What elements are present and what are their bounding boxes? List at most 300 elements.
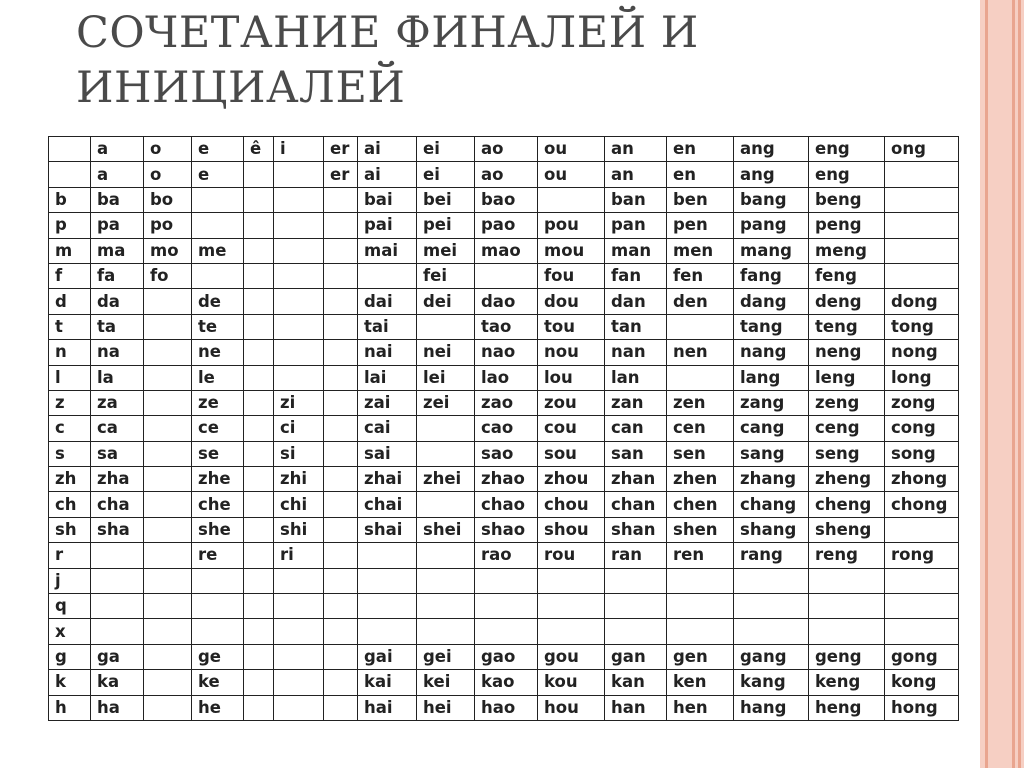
- syllable-cell: nang: [734, 340, 809, 365]
- final-header-cell: ou: [538, 137, 605, 162]
- syllable-cell: [144, 390, 192, 415]
- syllable-cell: zhan: [605, 467, 667, 492]
- syllable-cell: dong: [885, 289, 959, 314]
- syllable-cell: za: [91, 390, 144, 415]
- syllable-cell: gou: [538, 644, 605, 669]
- initial-cell: m: [49, 238, 91, 263]
- initial-cell: r: [49, 543, 91, 568]
- syllable-cell: tan: [605, 314, 667, 339]
- final-header-cell: ang: [734, 137, 809, 162]
- syllable-cell: zhei: [417, 467, 475, 492]
- syllable-cell: [538, 568, 605, 593]
- syllable-cell: beng: [809, 187, 885, 212]
- syllable-cell: hou: [538, 695, 605, 720]
- decorative-side-line: [1012, 0, 1015, 768]
- syllable-cell: cao: [475, 416, 538, 441]
- syllable-cell: gen: [667, 644, 734, 669]
- final-header-cell: an: [605, 137, 667, 162]
- syllable-cell: [324, 187, 358, 212]
- syllable-cell: [274, 695, 324, 720]
- syllable-cell: po: [144, 213, 192, 238]
- syllable-cell: zhang: [734, 467, 809, 492]
- syllable-cell: ran: [605, 543, 667, 568]
- syllable-cell: [244, 238, 274, 263]
- syllable-cell: ha: [91, 695, 144, 720]
- syllable-cell: gang: [734, 644, 809, 669]
- syllable-cell: [192, 187, 244, 212]
- syllable-cell: [144, 441, 192, 466]
- syllable-cell: [417, 314, 475, 339]
- initial-cell: ch: [49, 492, 91, 517]
- initial-row: [49, 492, 959, 517]
- syllable-cell: zou: [538, 390, 605, 415]
- syllable-cell: [475, 568, 538, 593]
- syllable-cell: bai: [358, 187, 417, 212]
- initial-cell: x: [49, 619, 91, 644]
- syllable-cell: hai: [358, 695, 417, 720]
- syllable-cell: [324, 543, 358, 568]
- syllable-cell: [144, 289, 192, 314]
- syllable-cell: meng: [809, 238, 885, 263]
- syllable-cell: ci: [274, 416, 324, 441]
- initial-cell: c: [49, 416, 91, 441]
- syllable-cell: heng: [809, 695, 885, 720]
- syllable-cell: shai: [358, 517, 417, 542]
- initial-row: [49, 340, 959, 365]
- syllable-cell: song: [885, 441, 959, 466]
- syllable-cell: na: [91, 340, 144, 365]
- syllable-cell: [244, 340, 274, 365]
- syllable-cell: zao: [475, 390, 538, 415]
- syllable-cell: [809, 594, 885, 619]
- syllable-cell: zhe: [192, 467, 244, 492]
- syllable-cell: [244, 492, 274, 517]
- syllable-cell: [274, 263, 324, 288]
- syllable-cell: ca: [91, 416, 144, 441]
- syllable-cell: [144, 594, 192, 619]
- final-header-cell: o: [144, 137, 192, 162]
- syllable-cell: fo: [144, 263, 192, 288]
- syllable-cell: [324, 568, 358, 593]
- syllable-cell: he: [192, 695, 244, 720]
- syllable-cell: [324, 467, 358, 492]
- syllable-cell: [885, 238, 959, 263]
- syllable-cell: [538, 594, 605, 619]
- syllable-cell: ken: [667, 670, 734, 695]
- syllable-cell: gai: [358, 644, 417, 669]
- syllable-cell: hen: [667, 695, 734, 720]
- initial-cell: j: [49, 568, 91, 593]
- syllable-cell: ga: [91, 644, 144, 669]
- final-header-cell: ong: [885, 137, 959, 162]
- syllable-cell: [144, 543, 192, 568]
- final-header-cell: eng: [809, 137, 885, 162]
- syllable-cell: dan: [605, 289, 667, 314]
- initial-row: [49, 619, 959, 644]
- syllable-cell: [667, 594, 734, 619]
- decorative-side-line: [985, 0, 988, 768]
- final-header-cell: a: [91, 137, 144, 162]
- final-header-cell: er: [324, 137, 358, 162]
- syllable-cell: [324, 594, 358, 619]
- syllable-cell: han: [605, 695, 667, 720]
- syllable-cell: [274, 238, 324, 263]
- syllable-cell: kong: [885, 670, 959, 695]
- syllable-cell: [417, 492, 475, 517]
- syllable-cell: pang: [734, 213, 809, 238]
- syllable-cell: zhong: [885, 467, 959, 492]
- syllable-cell: [244, 695, 274, 720]
- syllable-cell: [538, 619, 605, 644]
- initial-cell: t: [49, 314, 91, 339]
- syllable-cell: [885, 619, 959, 644]
- syllable-cell: [192, 263, 244, 288]
- syllable-cell: sang: [734, 441, 809, 466]
- syllable-cell: dang: [734, 289, 809, 314]
- syllable-cell: [734, 568, 809, 593]
- initial-row: [49, 416, 959, 441]
- syllable-cell: chang: [734, 492, 809, 517]
- syllable-cell: [91, 543, 144, 568]
- syllable-cell: [809, 619, 885, 644]
- syllable-cell: ka: [91, 670, 144, 695]
- syllable-cell: dai: [358, 289, 417, 314]
- syllable-cell: fang: [734, 263, 809, 288]
- syllable-cell: [417, 416, 475, 441]
- syllable-cell: zang: [734, 390, 809, 415]
- syllable-cell: [734, 594, 809, 619]
- syllable-cell: [244, 594, 274, 619]
- initial-row: [49, 695, 959, 720]
- syllable-cell: shi: [274, 517, 324, 542]
- syllable-cell: dei: [417, 289, 475, 314]
- syllable-cell: ren: [667, 543, 734, 568]
- initial-row: [49, 441, 959, 466]
- syllable-cell: nen: [667, 340, 734, 365]
- syllable-cell: te: [192, 314, 244, 339]
- syllable-cell: bo: [144, 187, 192, 212]
- syllable-cell: shao: [475, 517, 538, 542]
- syllable-cell: gei: [417, 644, 475, 669]
- syllable-cell: de: [192, 289, 244, 314]
- final-header-cell: e: [192, 137, 244, 162]
- syllable-cell: mao: [475, 238, 538, 263]
- syllable-cell: [734, 619, 809, 644]
- syllable-cell: zhao: [475, 467, 538, 492]
- final-header-cell: ei: [417, 137, 475, 162]
- syllable-cell: [358, 619, 417, 644]
- syllable-cell: da: [91, 289, 144, 314]
- syllable-cell: ke: [192, 670, 244, 695]
- standalone-finals-row: [49, 162, 959, 187]
- syllable-cell: [144, 644, 192, 669]
- slide-title: СОЧЕТАНИЕ ФИНАЛЕЙ И ИНИЦИАЛЕЙ: [76, 8, 699, 113]
- syllable-cell: zhai: [358, 467, 417, 492]
- syllable-cell: [244, 289, 274, 314]
- syllable-cell: [244, 670, 274, 695]
- syllable-cell: hong: [885, 695, 959, 720]
- syllable-cell: [885, 213, 959, 238]
- syllable-cell: zong: [885, 390, 959, 415]
- syllable-cell: cong: [885, 416, 959, 441]
- syllable-cell: [274, 340, 324, 365]
- syllable-cell: [809, 568, 885, 593]
- syllable-cell: pan: [605, 213, 667, 238]
- syllable-cell: zhou: [538, 467, 605, 492]
- syllable-cell: [91, 594, 144, 619]
- initial-row: [49, 543, 959, 568]
- syllable-cell: ceng: [809, 416, 885, 441]
- syllable-cell: [244, 187, 274, 212]
- syllable-cell: [475, 619, 538, 644]
- syllable-cell: chan: [605, 492, 667, 517]
- syllable-cell: ge: [192, 644, 244, 669]
- syllable-cell: sou: [538, 441, 605, 466]
- syllable-cell: long: [885, 365, 959, 390]
- syllable-cell: [324, 492, 358, 517]
- final-header-cell: ao: [475, 137, 538, 162]
- syllable-cell: [192, 568, 244, 593]
- syllable-cell: rou: [538, 543, 605, 568]
- syllable-cell: lou: [538, 365, 605, 390]
- syllable-cell: [144, 365, 192, 390]
- syllable-cell: shang: [734, 517, 809, 542]
- syllable-cell: [192, 619, 244, 644]
- syllable-cell: nan: [605, 340, 667, 365]
- initial-cell: g: [49, 644, 91, 669]
- syllable-cell: pen: [667, 213, 734, 238]
- initial-row: [49, 467, 959, 492]
- syllable-cell: geng: [809, 644, 885, 669]
- syllable-cell: cheng: [809, 492, 885, 517]
- syllable-cell: [324, 365, 358, 390]
- initial-cell: l: [49, 365, 91, 390]
- syllable-cell: [324, 644, 358, 669]
- syllable-cell: [667, 619, 734, 644]
- syllable-cell: [144, 314, 192, 339]
- syllable-cell: si: [274, 441, 324, 466]
- syllable-cell: ba: [91, 187, 144, 212]
- syllable-cell: pao: [475, 213, 538, 238]
- initial-cell: p: [49, 213, 91, 238]
- syllable-cell: ang: [734, 162, 809, 187]
- syllable-cell: zheng: [809, 467, 885, 492]
- syllable-cell: [885, 594, 959, 619]
- syllable-cell: ze: [192, 390, 244, 415]
- syllable-cell: tong: [885, 314, 959, 339]
- initial-cell: d: [49, 289, 91, 314]
- syllable-cell: chai: [358, 492, 417, 517]
- syllable-cell: lang: [734, 365, 809, 390]
- syllable-cell: cha: [91, 492, 144, 517]
- syllable-cell: sai: [358, 441, 417, 466]
- initial-cell: [49, 137, 91, 162]
- syllable-cell: [417, 619, 475, 644]
- pinyin-table-container: [48, 136, 958, 721]
- syllable-cell: gan: [605, 644, 667, 669]
- syllable-cell: zen: [667, 390, 734, 415]
- final-header-cell: ai: [358, 137, 417, 162]
- syllable-cell: cou: [538, 416, 605, 441]
- initial-row: [49, 365, 959, 390]
- syllable-cell: [274, 365, 324, 390]
- initial-cell: b: [49, 187, 91, 212]
- syllable-cell: [144, 568, 192, 593]
- syllable-cell: [667, 365, 734, 390]
- syllable-cell: [885, 517, 959, 542]
- syllable-cell: kou: [538, 670, 605, 695]
- syllable-cell: e: [192, 162, 244, 187]
- syllable-cell: [244, 467, 274, 492]
- syllable-cell: [244, 517, 274, 542]
- syllable-cell: seng: [809, 441, 885, 466]
- syllable-cell: sao: [475, 441, 538, 466]
- syllable-cell: cen: [667, 416, 734, 441]
- syllable-cell: ri: [274, 543, 324, 568]
- syllable-cell: cang: [734, 416, 809, 441]
- syllable-cell: [358, 594, 417, 619]
- initial-row: [49, 670, 959, 695]
- syllable-cell: [144, 416, 192, 441]
- syllable-cell: mou: [538, 238, 605, 263]
- initial-row: [49, 187, 959, 212]
- syllable-cell: pai: [358, 213, 417, 238]
- syllable-cell: [358, 543, 417, 568]
- syllable-cell: shen: [667, 517, 734, 542]
- initial-row: [49, 644, 959, 669]
- syllable-cell: zhen: [667, 467, 734, 492]
- syllable-cell: shei: [417, 517, 475, 542]
- syllable-cell: [144, 492, 192, 517]
- initial-row: [49, 263, 959, 288]
- syllable-cell: [91, 619, 144, 644]
- syllable-cell: chou: [538, 492, 605, 517]
- syllable-cell: [244, 568, 274, 593]
- syllable-cell: [605, 568, 667, 593]
- syllable-cell: chao: [475, 492, 538, 517]
- syllable-cell: lan: [605, 365, 667, 390]
- final-header-cell: i: [274, 137, 324, 162]
- initial-cell: sh: [49, 517, 91, 542]
- syllable-cell: nong: [885, 340, 959, 365]
- syllable-cell: [605, 594, 667, 619]
- initial-cell: k: [49, 670, 91, 695]
- syllable-cell: [274, 289, 324, 314]
- syllable-cell: sen: [667, 441, 734, 466]
- syllable-cell: [244, 416, 274, 441]
- initial-row: [49, 238, 959, 263]
- syllable-cell: [358, 568, 417, 593]
- syllable-cell: mang: [734, 238, 809, 263]
- syllable-cell: teng: [809, 314, 885, 339]
- initial-cell: h: [49, 695, 91, 720]
- syllable-cell: ban: [605, 187, 667, 212]
- syllable-cell: [192, 213, 244, 238]
- syllable-cell: deng: [809, 289, 885, 314]
- syllable-cell: sheng: [809, 517, 885, 542]
- syllable-cell: chi: [274, 492, 324, 517]
- syllable-cell: [244, 365, 274, 390]
- syllable-cell: ei: [417, 162, 475, 187]
- syllable-cell: [244, 213, 274, 238]
- syllable-cell: mai: [358, 238, 417, 263]
- syllable-cell: ne: [192, 340, 244, 365]
- syllable-cell: [324, 695, 358, 720]
- syllable-cell: o: [144, 162, 192, 187]
- syllable-cell: sha: [91, 517, 144, 542]
- syllable-cell: bang: [734, 187, 809, 212]
- syllable-cell: bei: [417, 187, 475, 212]
- final-header-cell: en: [667, 137, 734, 162]
- final-header-cell: ê: [244, 137, 274, 162]
- syllable-cell: [244, 644, 274, 669]
- syllable-cell: ao: [475, 162, 538, 187]
- syllable-cell: [144, 670, 192, 695]
- syllable-cell: hao: [475, 695, 538, 720]
- initial-cell: z: [49, 390, 91, 415]
- syllable-cell: [324, 619, 358, 644]
- decorative-side-line: [1018, 0, 1021, 768]
- syllable-cell: [244, 162, 274, 187]
- syllable-cell: kao: [475, 670, 538, 695]
- syllable-cell: tao: [475, 314, 538, 339]
- syllable-cell: gao: [475, 644, 538, 669]
- initial-row: [49, 390, 959, 415]
- syllable-cell: zha: [91, 467, 144, 492]
- syllable-cell: [324, 289, 358, 314]
- initial-row: [49, 289, 959, 314]
- syllable-cell: [274, 644, 324, 669]
- syllable-cell: nao: [475, 340, 538, 365]
- syllable-cell: [538, 187, 605, 212]
- syllable-cell: men: [667, 238, 734, 263]
- syllable-cell: zan: [605, 390, 667, 415]
- syllable-cell: tang: [734, 314, 809, 339]
- syllable-cell: kang: [734, 670, 809, 695]
- syllable-cell: [324, 670, 358, 695]
- syllable-cell: sa: [91, 441, 144, 466]
- syllable-cell: reng: [809, 543, 885, 568]
- syllable-cell: lei: [417, 365, 475, 390]
- syllable-cell: [324, 517, 358, 542]
- pinyin-combination-table: [48, 136, 959, 721]
- syllable-cell: [667, 314, 734, 339]
- syllable-cell: pei: [417, 213, 475, 238]
- syllable-cell: mei: [417, 238, 475, 263]
- syllable-cell: ta: [91, 314, 144, 339]
- finals-header-row: [49, 137, 959, 162]
- syllable-cell: [667, 568, 734, 593]
- syllable-cell: [417, 543, 475, 568]
- syllable-cell: shou: [538, 517, 605, 542]
- syllable-cell: [358, 263, 417, 288]
- syllable-cell: rao: [475, 543, 538, 568]
- syllable-cell: an: [605, 162, 667, 187]
- syllable-cell: [274, 213, 324, 238]
- syllable-cell: chen: [667, 492, 734, 517]
- syllable-cell: bao: [475, 187, 538, 212]
- syllable-cell: [885, 568, 959, 593]
- syllable-cell: la: [91, 365, 144, 390]
- syllable-cell: ou: [538, 162, 605, 187]
- syllable-cell: en: [667, 162, 734, 187]
- syllable-cell: [324, 416, 358, 441]
- syllable-cell: neng: [809, 340, 885, 365]
- syllable-cell: dou: [538, 289, 605, 314]
- initial-row: [49, 517, 959, 542]
- syllable-cell: ce: [192, 416, 244, 441]
- syllable-cell: [91, 568, 144, 593]
